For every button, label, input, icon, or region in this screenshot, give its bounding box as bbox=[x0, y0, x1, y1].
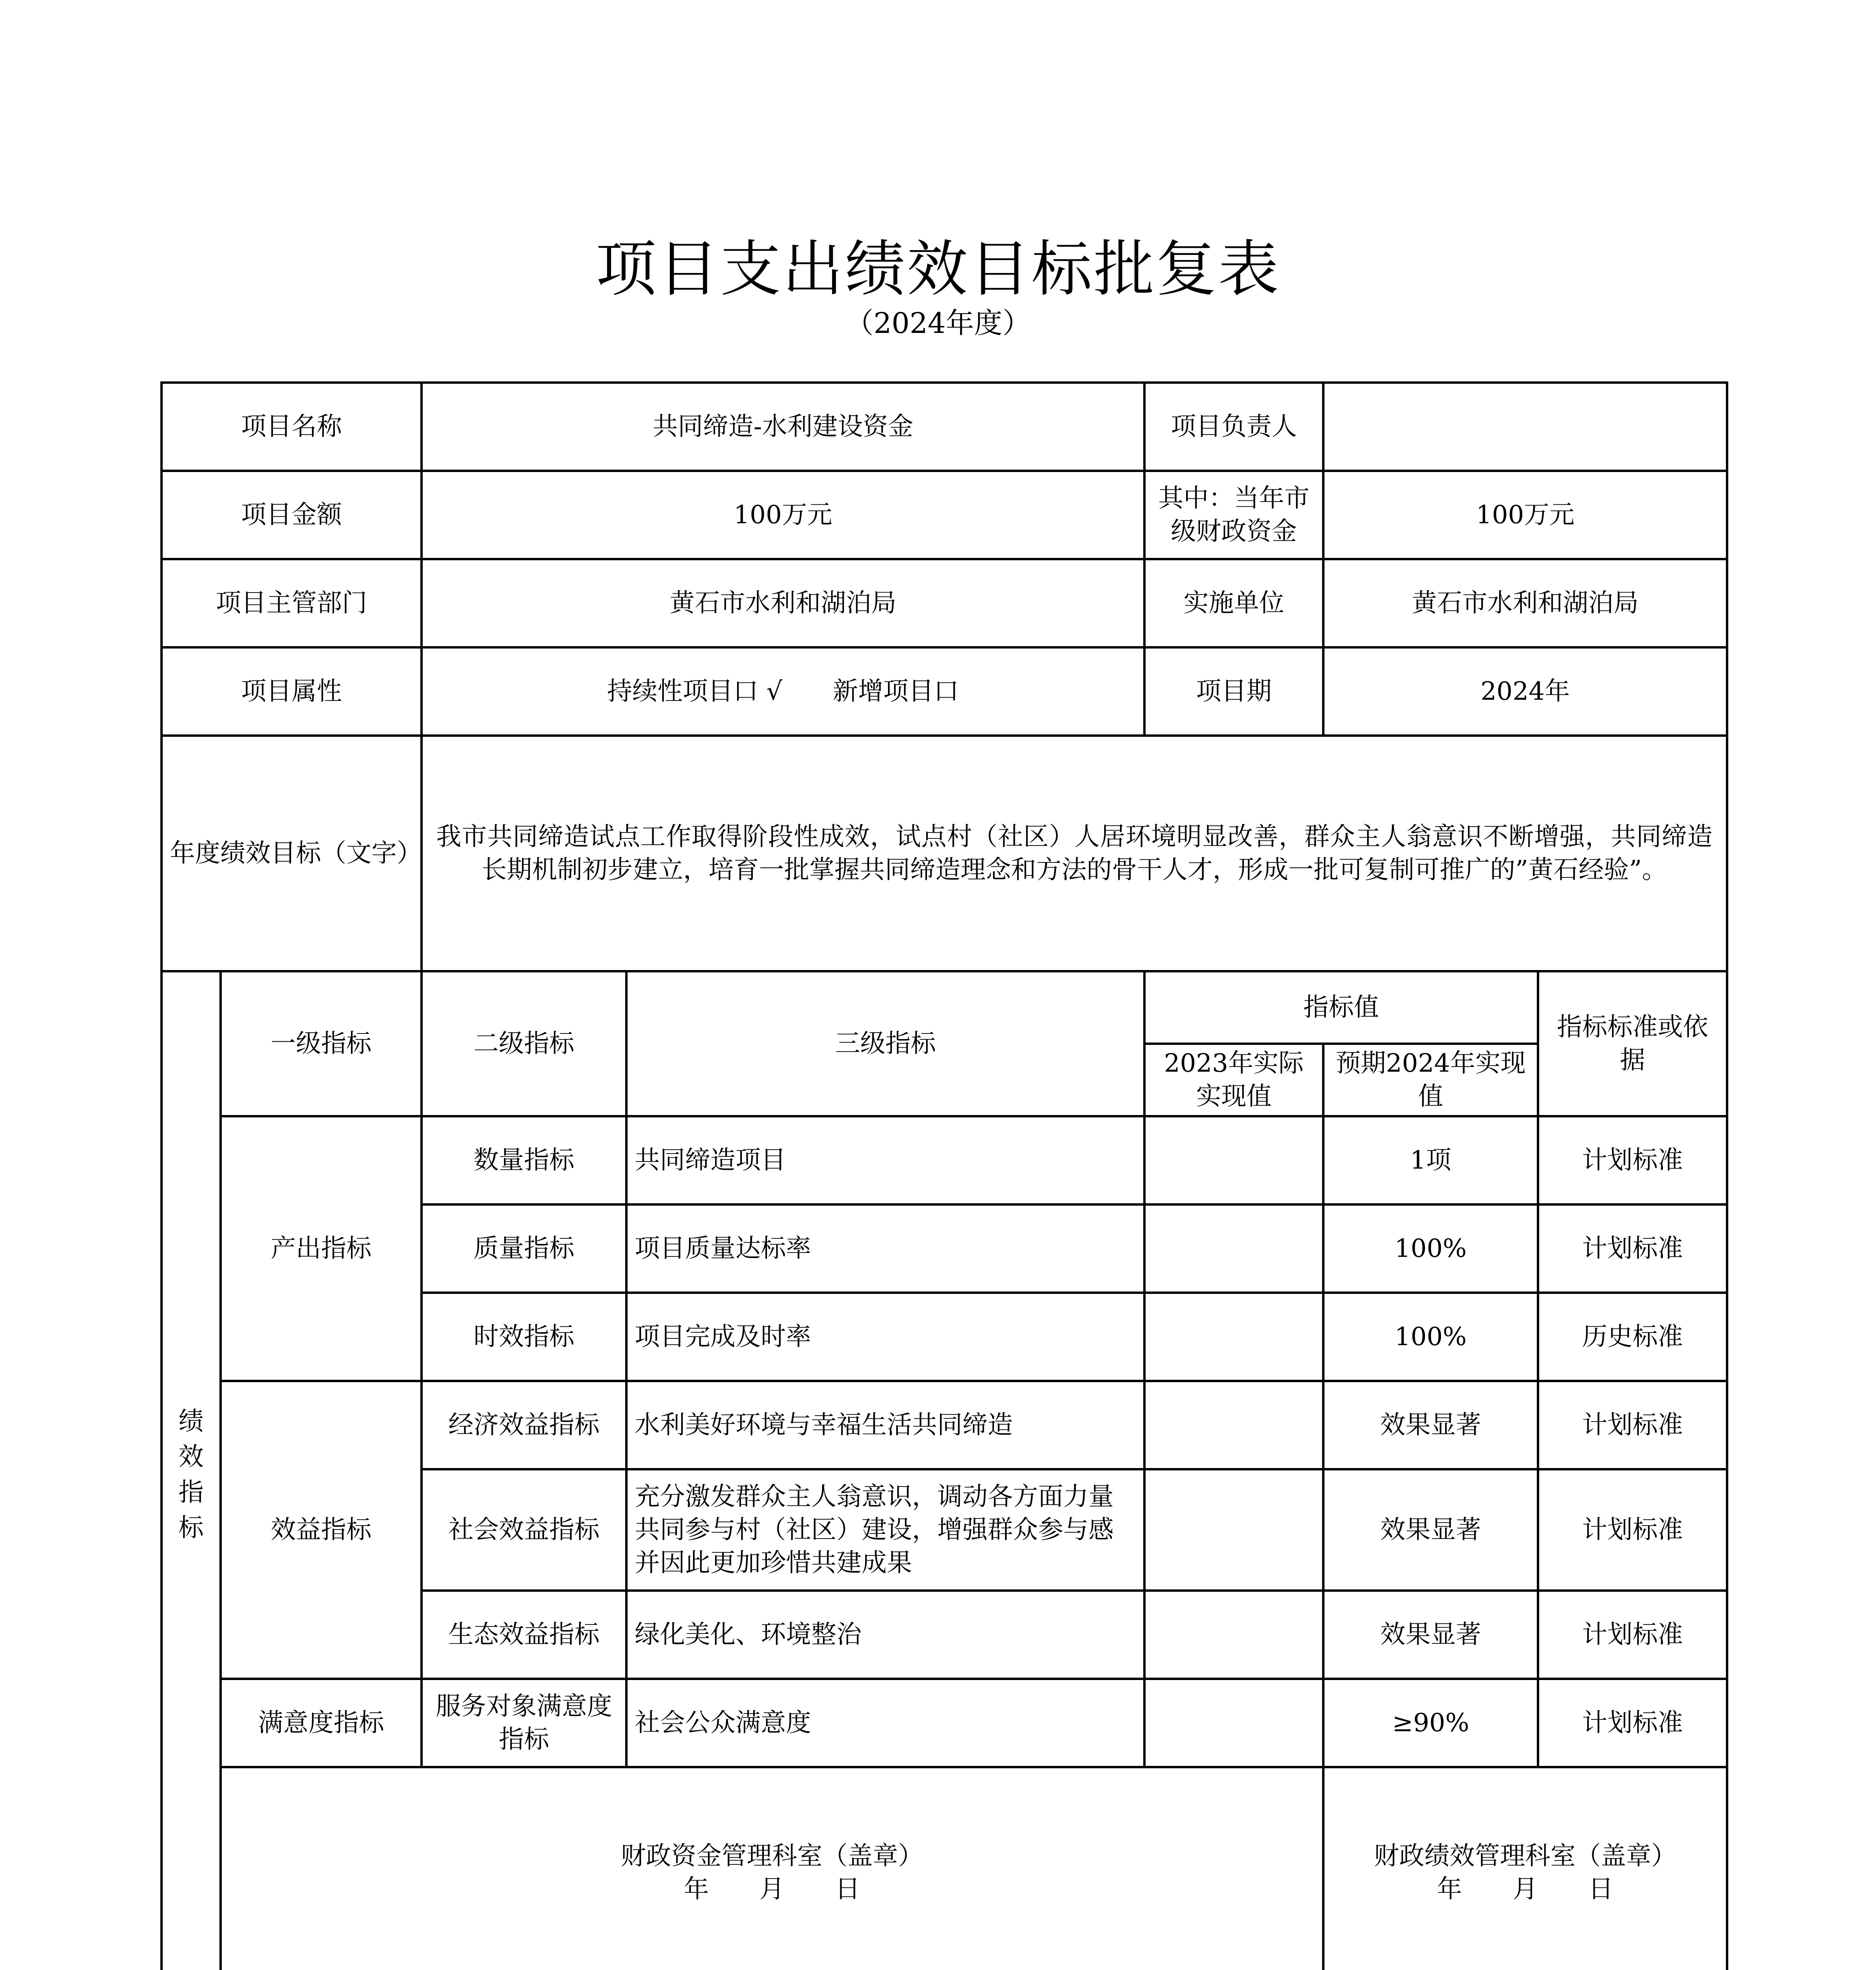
performance-office-cell bbox=[1323, 1767, 1727, 1970]
finance-fund-office-stamp: 财政资金管理科室（盖章） bbox=[620, 1842, 923, 1871]
finance-fund-office-date: 年 月 日 bbox=[684, 1875, 860, 1904]
city-fund-value: 100万元 bbox=[1323, 471, 1727, 559]
level2-cell: 服务对象满意度指标 bbox=[422, 1679, 626, 1767]
expected-2024-cell: 效果显著 bbox=[1323, 1469, 1538, 1591]
city-fund-label: 其中：当年市级财政资金 bbox=[1144, 471, 1323, 559]
level1-cell: 产出指标 bbox=[221, 1116, 422, 1381]
project-amount-label: 项目金额 bbox=[162, 471, 422, 559]
project-name-value: 共同缔造-水利建设资金 bbox=[422, 383, 1144, 471]
level2-cell: 生态效益指标 bbox=[422, 1591, 626, 1679]
basis-cell: 计划标准 bbox=[1538, 1116, 1727, 1204]
actual-2023-cell bbox=[1144, 1293, 1323, 1381]
page-title: 项目支出绩效目标批复表 bbox=[595, 234, 1280, 305]
indicators-section-label: 绩效指标 bbox=[178, 1407, 204, 1543]
project-leader-value bbox=[1323, 383, 1727, 471]
level3-cell: 共同缔造项目 bbox=[626, 1116, 1144, 1204]
row-annual-goal bbox=[162, 736, 1727, 971]
level1-cell: 满意度指标 bbox=[221, 1679, 422, 1767]
row-project-name bbox=[162, 383, 1727, 471]
period-value: 2024年 bbox=[1323, 647, 1727, 736]
indicator-header-row bbox=[162, 971, 1727, 1044]
project-amount-value: 100万元 bbox=[422, 471, 1144, 559]
level3-cell: 充分激发群众主人翁意识，调动各方面力量共同参与村（社区）建设，增强群众参与感并因此更加珍惜共建成果 bbox=[626, 1469, 1144, 1591]
basis-cell: 计划标准 bbox=[1538, 1381, 1727, 1469]
header-basis: 指标标准或依据 bbox=[1538, 971, 1727, 1116]
level2-cell: 时效指标 bbox=[422, 1293, 626, 1381]
signature-row bbox=[162, 1767, 1727, 1970]
level3-cell: 绿化美化、环境整治 bbox=[626, 1591, 1144, 1679]
header-level3: 三级指标 bbox=[626, 971, 1144, 1116]
actual-2023-cell bbox=[1144, 1381, 1323, 1469]
expected-2024-cell: 100% bbox=[1323, 1293, 1538, 1381]
annual-goal-cell bbox=[422, 736, 1727, 971]
level2-cell: 数量指标 bbox=[422, 1116, 626, 1204]
row-project-amount bbox=[162, 471, 1727, 559]
header-level2: 二级指标 bbox=[422, 971, 626, 1116]
expected-2024-cell: 100% bbox=[1323, 1204, 1538, 1293]
actual-2023-cell bbox=[1144, 1469, 1323, 1591]
table-row bbox=[162, 1381, 1727, 1469]
basis-cell: 计划标准 bbox=[1538, 1204, 1727, 1293]
actual-2023-cell bbox=[1144, 1591, 1323, 1679]
actual-2023-cell bbox=[1144, 1679, 1323, 1767]
header-level1: 一级指标 bbox=[221, 971, 422, 1116]
expected-2024-cell: ≥90% bbox=[1323, 1679, 1538, 1767]
basis-cell: 计划标准 bbox=[1538, 1469, 1727, 1591]
department-value: 黄石市水利和湖泊局 bbox=[422, 559, 1144, 647]
page-subtitle: （2024年度） bbox=[845, 307, 1031, 340]
header-value: 指标值 bbox=[1144, 971, 1538, 1044]
annual-goal-label: 年度绩效目标（文字） bbox=[162, 736, 422, 971]
level1-cell: 效益指标 bbox=[221, 1381, 422, 1679]
level2-cell: 质量指标 bbox=[422, 1204, 626, 1293]
basis-cell: 计划标准 bbox=[1538, 1679, 1727, 1767]
basis-cell: 计划标准 bbox=[1538, 1591, 1727, 1679]
level3-cell: 项目质量达标率 bbox=[626, 1204, 1144, 1293]
level3-cell: 社会公众满意度 bbox=[626, 1679, 1144, 1767]
row-department bbox=[162, 559, 1727, 647]
project-leader-label: 项目负责人 bbox=[1144, 383, 1323, 471]
indicators-section-cell bbox=[162, 971, 221, 1970]
expected-2024-cell: 效果显著 bbox=[1323, 1591, 1538, 1679]
row-attribute bbox=[162, 647, 1727, 736]
level3-cell: 水利美好环境与幸福生活共同缔造 bbox=[626, 1381, 1144, 1469]
implementer-label: 实施单位 bbox=[1144, 559, 1323, 647]
basis-cell: 历史标准 bbox=[1538, 1293, 1727, 1381]
expected-2024-cell: 1项 bbox=[1323, 1116, 1538, 1204]
performance-office-stamp: 财政绩效管理科室（盖章） bbox=[1374, 1842, 1677, 1871]
performance-table bbox=[160, 381, 1728, 1970]
table-row bbox=[162, 1116, 1727, 1204]
department-label: 项目主管部门 bbox=[162, 559, 422, 647]
expected-2024-cell: 效果显著 bbox=[1323, 1381, 1538, 1469]
annual-goal-text: 我市共同缔造试点工作取得阶段性成效，试点村（社区）人居环境明显改善，群众主人翁意识不断增强，共同缔造长期机制初步建立，培育一批掌握共同缔造理念和方法的骨干人才，形成一批可复制可推广的”黄石经验”。 bbox=[436, 822, 1713, 885]
performance-office-date: 年 月 日 bbox=[1437, 1875, 1614, 1904]
period-label: 项目期 bbox=[1144, 647, 1323, 736]
header-actual-2023: 2023年实际实现值 bbox=[1144, 1044, 1323, 1116]
attribute-value: 持续性项目口 √ 新增项目口 bbox=[422, 647, 1144, 736]
level3-cell: 项目完成及时率 bbox=[626, 1293, 1144, 1381]
implementer-value: 黄石市水利和湖泊局 bbox=[1323, 559, 1727, 647]
level2-cell: 社会效益指标 bbox=[422, 1469, 626, 1591]
attribute-label: 项目属性 bbox=[162, 647, 422, 736]
level2-cell: 经济效益指标 bbox=[422, 1381, 626, 1469]
table-row bbox=[162, 1679, 1727, 1767]
actual-2023-cell bbox=[1144, 1116, 1323, 1204]
header-expected-2024: 预期2024年实现值 bbox=[1323, 1044, 1538, 1116]
finance-fund-office-cell bbox=[221, 1767, 1323, 1970]
actual-2023-cell bbox=[1144, 1204, 1323, 1293]
project-name-label: 项目名称 bbox=[162, 383, 422, 471]
